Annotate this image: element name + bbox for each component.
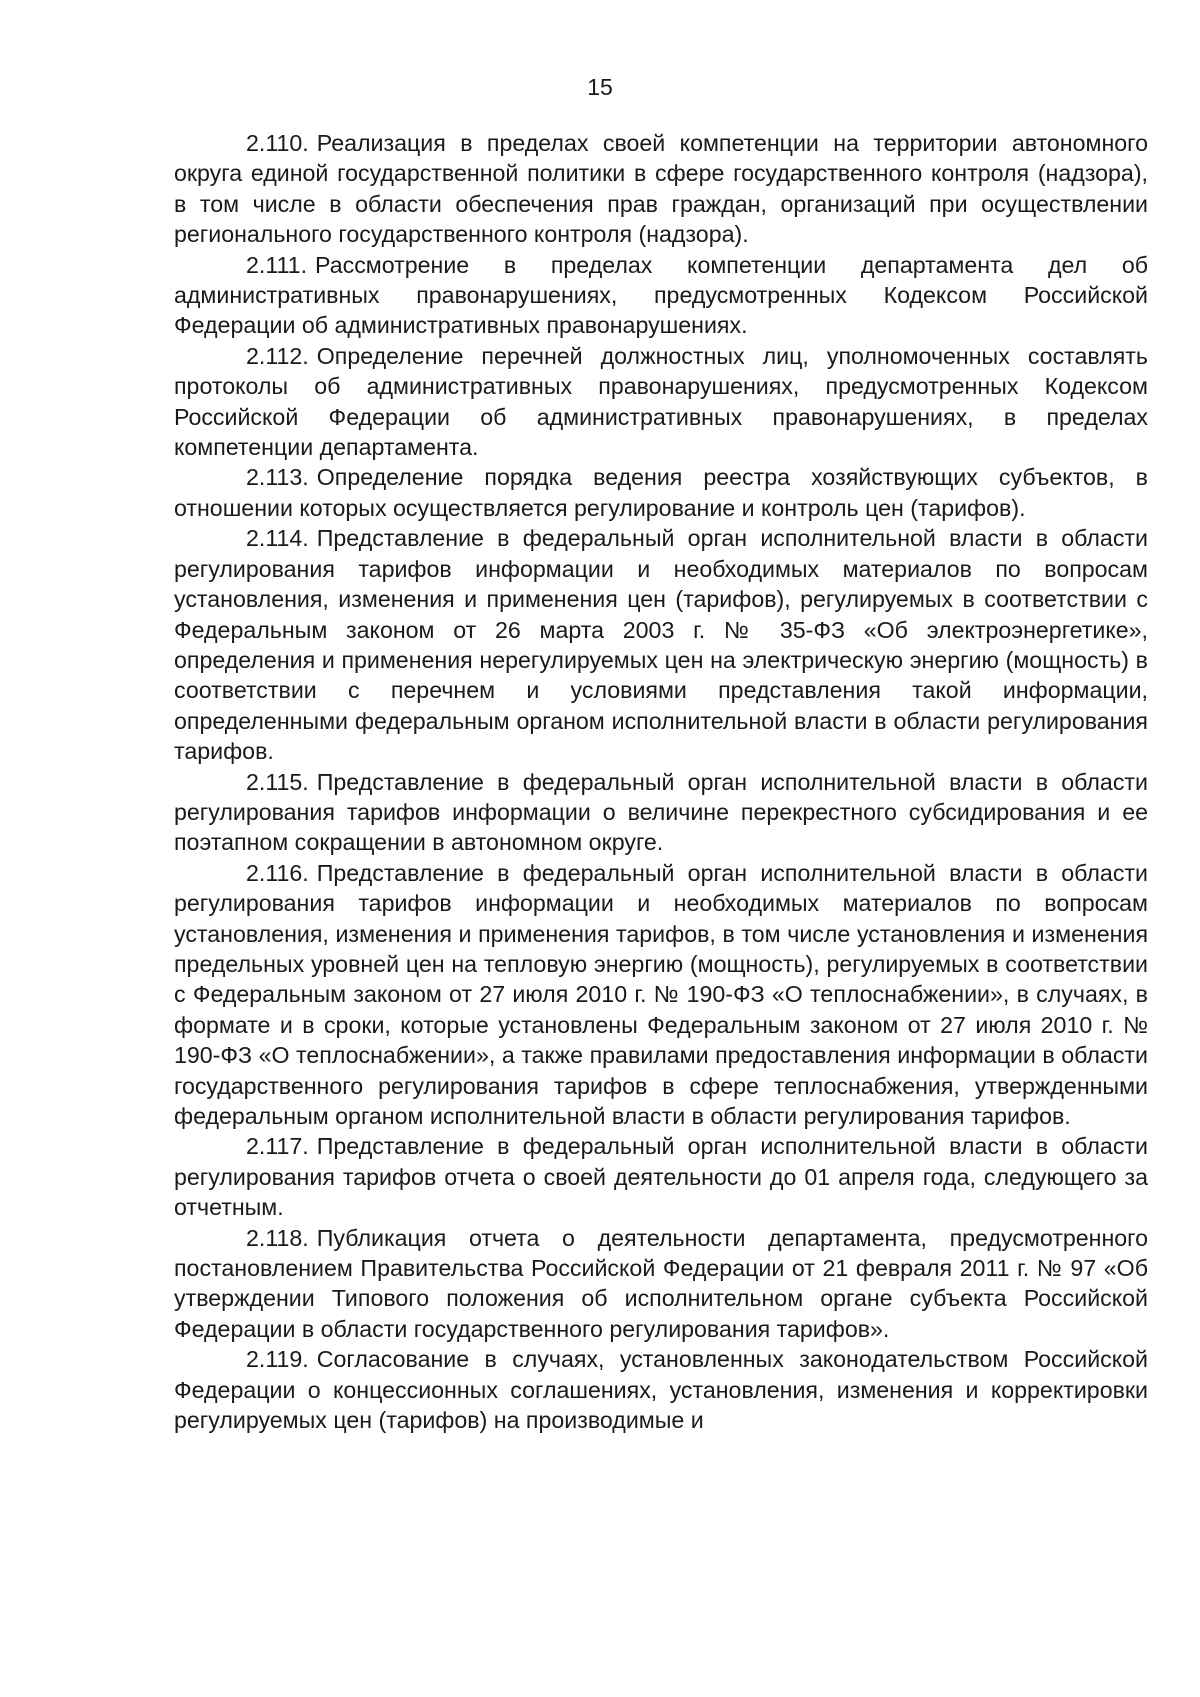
- paragraph-2-111: [174, 250, 1148, 341]
- paragraph-text: Представление в федеральный орган исполнительной власти в области регулирования тарифов информации и необходимых материалов по вопросам установления, изменения и применения цен (тарифов), регулируемых в соответствии с Федеральным законом от 26 марта 2003 г. № 35-ФЗ «Об электроэнергетике», определения и применения нерегулируемых цен на электрическую энергию (мощность) в соответствии с перечнем и условиями представления такой информации, определенными федеральным органом исполнительной власти в области регулирования тарифов.: [174, 525, 1148, 765]
- paragraph-text: Представление в федеральный орган исполнительной власти в области регулирования тарифов информации о величине перекрестного субсидирования и ее поэтапном сокращении в автономном округе.: [174, 768, 1148, 856]
- paragraph-2-115: [174, 767, 1148, 858]
- paragraph-text: Определение порядка ведения реестра хозяйствующих субъектов, в отношении которых осуществляется регулирование и контроль цен (тарифов).: [174, 464, 1148, 521]
- paragraph-text: Представление в федеральный орган исполнительной власти в области регулирования тарифов отчета о своей деятельности до 01 апреля года, следующего за отчетным.: [174, 1133, 1148, 1221]
- paragraph-text: Рассмотрение в пределах компетенции департамента дел об административных правонарушениях, предусмотренных Кодексом Российской Федерации об административных правонарушениях.: [174, 251, 1148, 339]
- paragraph-number: 2.116.: [246, 859, 309, 886]
- paragraph-number: 2.112.: [246, 342, 309, 369]
- paragraph-text: Согласование в случаях, установленных законодательством Российской Федерации о концессионных соглашениях, установления, изменения и корректировки регулируемых цен (тарифов) на производимые и: [174, 1346, 1148, 1434]
- paragraph-number: 2.118.: [246, 1224, 309, 1251]
- paragraph-2-112: [174, 341, 1148, 463]
- paragraph-2-118: [174, 1223, 1148, 1345]
- paragraph-2-110: [174, 128, 1148, 250]
- paragraph-number: 2.111.: [246, 251, 308, 278]
- paragraph-number: 2.110.: [246, 130, 309, 156]
- paragraph-2-117: [174, 1131, 1148, 1222]
- paragraph-number: 2.117.: [246, 1133, 309, 1160]
- paragraph-2-114: [174, 523, 1148, 766]
- paragraph-2-113: [174, 462, 1148, 523]
- paragraph-text: Представление в федеральный орган исполнительной власти в области регулирования тарифов информации и необходимых материалов по вопросам установления, изменения и применения тарифов, в том числе установления и изменения предельных уровней цен на тепловую энергию (мощность), регулируемых в соответствии с Федеральным законом от 27 июля 2010 г. № 190-ФЗ «О теплоснабжении», в случаях, в формате и в сроки, которые установлены Федеральным законом от 27 июля 2010 г. № 190-ФЗ «О теплоснабжении», а также правилами предоставления информации в области государственного регулирования тарифов в сфере теплоснабжения, утвержденными федеральным органом исполнительной власти в области регулирования тарифов.: [174, 859, 1148, 1129]
- paragraph-number: 2.119.: [246, 1346, 309, 1373]
- paragraph-number: 2.115.: [246, 768, 309, 795]
- page-number: 15: [587, 74, 613, 100]
- paragraph-text: Публикация отчета о деятельности департамента, предусмотренного постановлением Правительства Российской Федерации от 21 февраля 2011 г. № 97 «Об утверждении Типового положения об исполнительном органе субъекта Российской Федерации в области государственного регулирования тарифов».: [174, 1224, 1148, 1342]
- paragraph-2-116: [174, 858, 1148, 1132]
- document-body: [174, 128, 1148, 1435]
- paragraph-number: 2.114.: [246, 525, 309, 552]
- paragraph-2-119: [174, 1344, 1148, 1435]
- paragraph-text: Реализация в пределах своей компетенции на территории автономного округа единой государственной политики в сфере государственного контроля (надзора), в том числе в области обеспечения прав граждан, организаций при осуществлении регионального государственного контроля (надзора).: [174, 130, 1148, 248]
- paragraph-text: Определение перечней должностных лиц, уполномоченных составлять протоколы об административных правонарушениях, предусмотренных Кодексом Российской Федерации об административных правонарушениях, в пределах компетенции департамента.: [174, 342, 1148, 461]
- paragraph-number: 2.113.: [246, 464, 309, 491]
